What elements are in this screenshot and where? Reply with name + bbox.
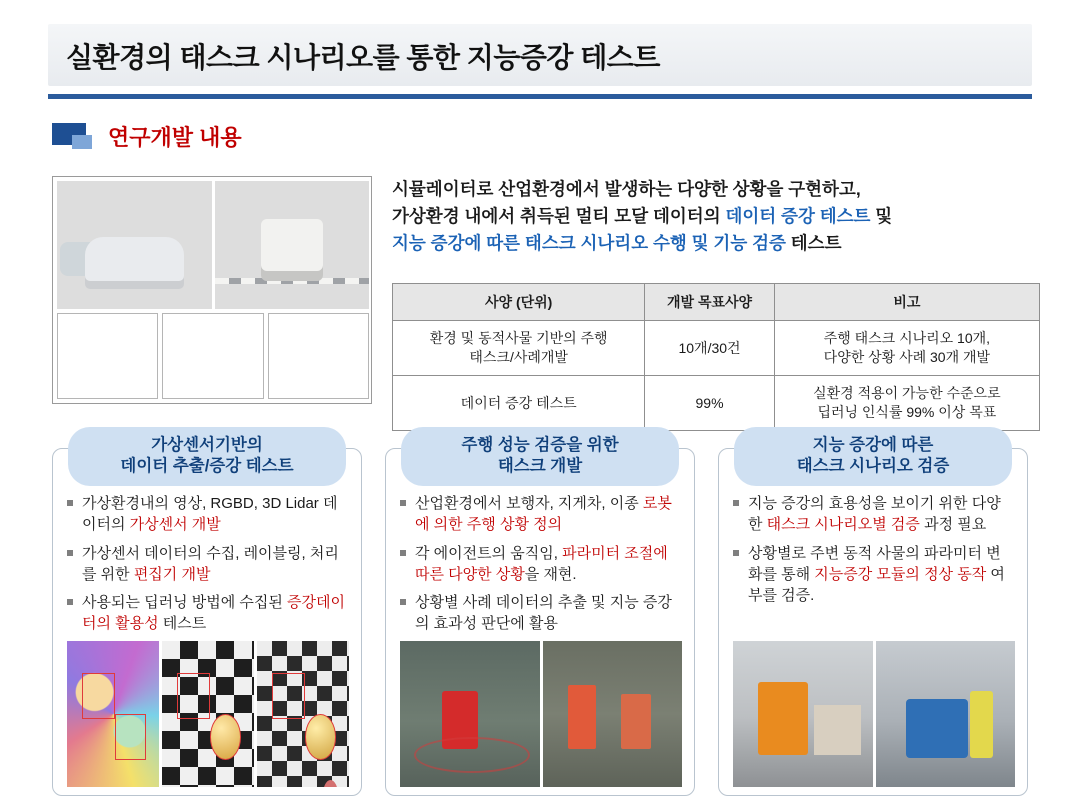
panel-2-title (401, 427, 679, 486)
photo-autonomous-shuttle (57, 181, 212, 309)
intro-line-2 (392, 203, 1040, 230)
intro-line-3-b: 테스트 (785, 233, 842, 254)
bullet-item (733, 493, 1015, 536)
image-virtual-scene-objects-2 (257, 641, 349, 787)
table-header-note: 비고 (774, 284, 1039, 321)
bullet-text: 사용되는 딥러닝 방법에 수집된 (82, 594, 288, 612)
image-virtual-scene-objects-1 (162, 641, 254, 787)
bullet-item (67, 493, 349, 536)
image-simulated-forklift-scene (543, 641, 683, 787)
panel-3-title-line-1: 지능 증강에 따른 (812, 436, 934, 454)
spec-table (392, 283, 1040, 431)
table-cell-spec: 데이터 증강 테스트 (393, 376, 645, 431)
bullet-highlight: 증강데이터의 활용성 (82, 594, 346, 633)
bullet-text: 을 재현. (524, 565, 577, 583)
photo-placeholder-2 (162, 313, 263, 399)
panel-3-images (733, 641, 1015, 787)
section-title: 연구개발 내용 (108, 125, 242, 150)
page-title: 실환경의 태스크 시나리오를 통한 지능증강 테스트 (66, 42, 660, 73)
panel-3-title-line-2: 태스크 시나리오 검증 (796, 457, 950, 476)
table-cell-note: 주행 태스크 시나리오 10개, 다양한 상황 사례 30개 개발 (774, 321, 1039, 376)
title-divider (48, 94, 1032, 99)
bullet-highlight: 지능증강 모듈의 정상 동작 (814, 565, 987, 583)
panel-scenario-validation (718, 436, 1028, 796)
bullet-text: 테스트 (158, 615, 207, 633)
panel-virtual-sensor (52, 436, 362, 796)
bullet-text: 각 에이전트의 움직임, (415, 544, 563, 562)
panel-3-title (734, 427, 1012, 486)
photo-delivery-robot-crosswalk (215, 181, 370, 309)
table-cell-note: 실환경 적용이 가능한 수준으로 딥러닝 인식률 99% 이상 목표 (774, 376, 1039, 431)
panel-1-body (67, 493, 349, 642)
bullet-item (733, 543, 1015, 607)
panel-1-title-line-2: 데이터 추출/증강 테스트 (120, 457, 294, 476)
bullet-highlight: 태스크 시나리오별 검증 (766, 516, 920, 534)
top-left-image-group (52, 176, 372, 404)
image-virtual-sensor-colormap (67, 641, 159, 787)
table-cell-target: 99% (645, 376, 774, 431)
bullet-highlight: 로봇에 의한 주행 상황 정의 (415, 495, 672, 534)
image-warehouse-amr-robot (876, 641, 1016, 787)
photo-row-top (57, 181, 369, 309)
intro-line-3 (392, 230, 1040, 257)
panel-1-images (67, 641, 349, 787)
bullet-text: 지능 증강의 효용성을 보이기 위한 다양한 (748, 495, 1001, 534)
intro-highlight-2: 지능 증강에 따른 태스크 시나리오 수행 및 기능 검증 (392, 233, 786, 254)
bullet-highlight: 파라미터 조절에 따른 다양한 상황 (415, 544, 668, 583)
section-marker-icon (52, 123, 96, 153)
table-header-spec: 사양 (단위) (393, 284, 645, 321)
bullet-item (400, 543, 682, 586)
intro-line-1: 시뮬레이터로 산업환경에서 발생하는 다양한 상황을 구현하고, (392, 179, 861, 199)
panel-1-title-line-1: 가상센서기반의 (151, 436, 263, 454)
table-row (393, 321, 1040, 376)
panel-1-title (68, 427, 346, 486)
panel-2-title-line-2: 태스크 개발 (497, 457, 583, 476)
bullet-item (67, 592, 349, 635)
image-warehouse-forklift (733, 641, 873, 787)
panel-3-body (733, 493, 1015, 613)
bullet-item (400, 493, 682, 536)
table-header-target: 개발 목표사양 (645, 284, 774, 321)
panel-2-images (400, 641, 682, 787)
bullet-text: 상황별 사례 데이터의 추출 및 지능 증강의 효과성 판단에 활용 (415, 594, 672, 633)
photo-placeholder-3 (268, 313, 369, 399)
table-cell-target: 10개/30건 (645, 321, 774, 376)
panel-2-title-line-1: 주행 성능 검증을 위한 (461, 436, 619, 454)
photo-row-bottom (57, 313, 369, 399)
intro-paragraph (392, 176, 1040, 257)
panel-3-bullet-list (733, 493, 1015, 606)
bullet-text: 상황별로 주변 동적 사물의 파라미터 변화를 통해 (748, 544, 1001, 583)
photo-placeholder-1 (57, 313, 158, 399)
bullet-item (67, 543, 349, 586)
table-cell-spec: 환경 및 동적사물 기반의 주행 태스크/사례개발 (393, 321, 645, 376)
bullet-text: 여부를 검증. (748, 565, 1005, 605)
bullet-item (400, 592, 682, 635)
bullet-highlight: 가상센서 개발 (129, 516, 221, 534)
image-simulated-driving-scene (400, 641, 540, 787)
table-header-row (393, 284, 1040, 321)
panel-2-body (400, 493, 682, 642)
panel-1-bullet-list (67, 493, 349, 635)
table-row (393, 376, 1040, 431)
bullet-text: 산업환경에서 보행자, 지게차, 이종 (415, 495, 643, 512)
panel-2-bullet-list (400, 493, 682, 635)
intro-line-2-b: 및 (870, 206, 893, 227)
bullet-text: 과정 필요 (919, 516, 987, 534)
bullet-highlight: 편집기 개발 (133, 565, 211, 583)
panel-driving-task (385, 436, 695, 796)
intro-highlight-1: 데이터 증강 테스트 (725, 206, 871, 227)
bullet-text: 가상센서 데이터의 수집, 레이블링, 처리를 위한 (82, 544, 339, 583)
intro-line-2-a: 가상환경 내에서 취득된 멀티 모달 데이터의 (392, 206, 726, 227)
section-marker-square-light (72, 135, 92, 149)
bullet-text: 가상환경내의 영상, RGBD, 3D Lidar 데이터의 (82, 495, 338, 534)
